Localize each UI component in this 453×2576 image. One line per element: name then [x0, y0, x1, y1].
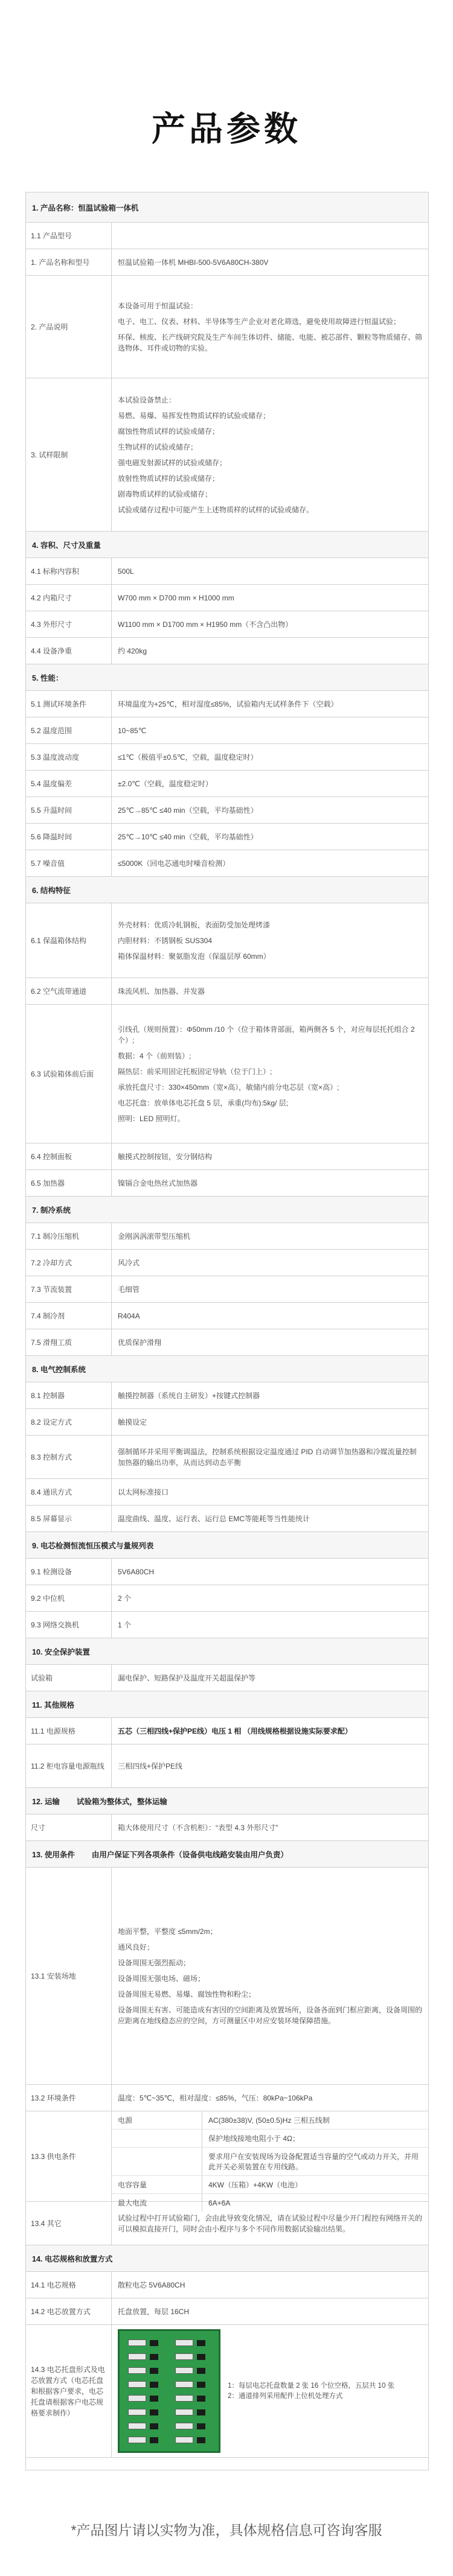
cell-slot [128, 2437, 146, 2443]
cell-slot [128, 2423, 146, 2429]
section-row [26, 532, 428, 558]
spec-row [26, 903, 428, 978]
page-title: 产品参数 [152, 110, 301, 149]
chip [150, 2340, 158, 2346]
value-line: 试验过程中打开试验箱门，会由此导致变化情况，请在试验过程中尽量少开门程控有网络开关的可以模拟直接开门，同时会由小程序与多个不同作用数据试验输出结果。 [118, 2213, 423, 2233]
row-value [112, 1223, 428, 1249]
row-value [112, 1143, 428, 1169]
value-line: 本设备可用于恒温试验： [118, 301, 198, 310]
row-label: 7.3 节流装置 [26, 1276, 112, 1302]
section-row [26, 1691, 428, 1718]
spec-row [26, 1436, 428, 1479]
value-line: 强电磁发射源试样的试验或储存； [118, 458, 227, 467]
spec-row [26, 1303, 428, 1329]
section-heading [26, 2245, 428, 2271]
power-row [112, 2176, 428, 2194]
power-table [112, 2111, 428, 2207]
section-heading [26, 664, 428, 690]
section-heading [26, 1197, 428, 1223]
spec-row [26, 2325, 428, 2458]
spec-row [26, 585, 428, 611]
chip [150, 2396, 158, 2402]
spec-row [26, 2272, 428, 2298]
chip [197, 2396, 205, 2402]
row-label: 5.1 测试环境条件 [26, 691, 112, 717]
row-value [112, 1585, 428, 1611]
cell-slot [175, 2339, 193, 2346]
row-label: 13.2 环境条件 [26, 2085, 112, 2111]
spec-row [26, 1665, 428, 1691]
section-row [26, 1841, 428, 1868]
spec-row [26, 1868, 428, 2085]
value-line: 环境温度为+25℃，相对湿度≤85%，试验箱内无试样条件下（空载） [118, 699, 338, 708]
row-value [112, 2272, 428, 2298]
section-heading [26, 877, 428, 903]
chip [197, 2423, 205, 2429]
cell-slot [175, 2423, 193, 2429]
power-row [112, 2129, 428, 2148]
row-value [112, 1276, 428, 1302]
section-title: 13. 使用条件 [32, 1850, 75, 1859]
spec-row [26, 1744, 428, 1788]
row-value [112, 691, 428, 717]
row-label: 4.3 外形尺寸 [26, 611, 112, 637]
spec-row [26, 1612, 428, 1638]
value-line: 腐蚀性物质试样的试验或储存； [118, 427, 220, 436]
section-heading [26, 1841, 428, 1867]
row-label: 9.2 中位机 [26, 1585, 112, 1611]
value-line: 本试验设备禁止： [118, 395, 176, 404]
row-value [112, 1479, 428, 1505]
row-label: 9.3 网络交换机 [26, 1612, 112, 1638]
spec-row [26, 797, 428, 824]
chip [197, 2382, 205, 2388]
row-value [112, 1409, 428, 1435]
value-line: 毛细管 [118, 1285, 140, 1294]
value-line: 设备周围无强烈振动； [118, 1958, 191, 1967]
spec-row [26, 1005, 428, 1143]
row-label: 11.1 电源规格 [26, 1718, 112, 1744]
spec-row [26, 2111, 428, 2207]
row-label: 4.4 设备净重 [26, 638, 112, 664]
power-key [112, 2129, 202, 2147]
row-value [112, 1612, 428, 1638]
row-label: 11.2 柜电容量电源瓶线 [26, 1744, 112, 1787]
section-row [26, 2245, 428, 2272]
section-title: 4. 容积、尺寸及重量 [32, 541, 101, 550]
spec-row [26, 1814, 428, 1841]
value-line: 承放托盘尺寸：330×450mm（宽×高），敏储内前分电芯层（宽×高）; [118, 1083, 339, 1092]
section-row [26, 1197, 428, 1223]
value-line: 风冷式 [118, 1258, 140, 1267]
section-heading [26, 192, 428, 222]
power-value: 4KW（压箱）+4KW（电池） [208, 2181, 303, 2189]
tray-notes [228, 2381, 394, 2402]
row-value [112, 276, 428, 378]
spec-row [26, 1479, 428, 1506]
power-key [112, 2148, 202, 2175]
section-row [26, 664, 428, 691]
power-key: 最大电流 [112, 2194, 202, 2212]
power-row [112, 2148, 428, 2176]
value-line: 触摸控制器（系统自主研发）+按键式控制器 [118, 1391, 260, 1400]
cell-slot [128, 2381, 146, 2388]
chip [197, 2340, 205, 2346]
spec-table [25, 192, 429, 2470]
spec-row [26, 1170, 428, 1197]
value-line: 地面平整，平整度 ≤5mm/2m； [118, 1927, 217, 1936]
value-line: 剧毒物质试样的试验或储存； [118, 489, 213, 498]
section-title: 9. 电芯检测恒流恒压模式与量规列表 [32, 1541, 154, 1550]
row-label: 14.2 电芯放置方式 [26, 2298, 112, 2324]
value-line: 2 个 [118, 1594, 132, 1603]
value-line: 金刚涡涡滚带型压缩机 [118, 1232, 191, 1241]
cell-slot [175, 2437, 193, 2443]
value-line: 电芯托盘：放单体电芯托盘 5 层，承重(均布):5kg/ 层; [118, 1098, 289, 1107]
row-value [112, 1665, 428, 1691]
section-title: 6. 结构特征 [32, 886, 71, 895]
chip [150, 2368, 158, 2374]
spec-row [26, 223, 428, 249]
row-value [112, 903, 428, 978]
spec-row [26, 558, 428, 585]
row-label: 6.1 保温箱体结构 [26, 903, 112, 978]
section-subtitle: 由用户保证下列各项条件（设备供电线路安装由用户负责） [91, 1850, 288, 1859]
section-title: 8. 电气控制系统 [32, 1365, 86, 1374]
value-line: W700 mm × D700 mm × H1000 mm [118, 593, 234, 602]
row-value [112, 1005, 428, 1143]
row-value [112, 850, 428, 876]
row-label: 8.4 通讯方式 [26, 1479, 112, 1505]
cell-slot [128, 2367, 146, 2374]
value-line: ±2.0℃（空载，温度稳定时） [118, 779, 213, 788]
value-line: 生物试样的试验或储存； [118, 442, 198, 451]
section-heading [26, 1788, 428, 1814]
spec-row [26, 978, 428, 1005]
spec-row [26, 1585, 428, 1612]
row-value [112, 249, 428, 275]
cell-slot [128, 2395, 146, 2402]
spec-row [26, 850, 428, 877]
value-line: ≤5000K（回电芯通电时噪音检测） [118, 859, 230, 868]
value-line: 三相四线+保护PE线 [118, 1761, 183, 1770]
section-heading [26, 1356, 428, 1382]
power-key: 电容容量 [112, 2176, 202, 2193]
row-label: 5.2 温度范围 [26, 717, 112, 743]
row-value [112, 1250, 428, 1276]
power-row [112, 2111, 428, 2129]
row-label: 13.1 安装场地 [26, 1868, 112, 2084]
row-value [112, 1303, 428, 1329]
value-line: 内胆材料：不锈钢板 SUS304 [118, 936, 213, 945]
value-line: 外壳材料：优质冷轧钢板，表面防受加处理烤漆 [118, 920, 271, 929]
chip [150, 2354, 158, 2360]
row-value [112, 638, 428, 664]
row-value [112, 824, 428, 850]
row-label: 4.2 内箱尺寸 [26, 585, 112, 611]
spec-row [26, 717, 428, 744]
section-row [26, 1638, 428, 1665]
row-value [112, 744, 428, 770]
value-line: 设备周围无易燃、易爆、腐蚀性物和粉尘； [118, 1989, 256, 1999]
cell-slot [175, 2367, 193, 2374]
spec-row [26, 249, 428, 276]
value-line: 温度：5℃~35℃，相对湿度：≤85%，气压：80kPa~106kPa [118, 2093, 313, 2102]
chip [197, 2354, 205, 2360]
section-title: 14. 电芯规格和放置方式 [32, 2254, 113, 2263]
value-line: 设备周围无强电场、磁场； [118, 1974, 205, 1983]
row-value [112, 978, 428, 1004]
spec-row [26, 824, 428, 850]
power-value: AC(380±38)V, (50±0.5)Hz 三相五线制 [208, 2116, 330, 2125]
value-line: ≤1℃（极值平±0.5℃，空载，温度稳定时） [118, 752, 258, 762]
spec-row [26, 378, 428, 532]
section-title: 12. 运输 [32, 1797, 60, 1806]
value-line: 强制循环并采用平衡调温法，控制系统根据设定温度通过 PID 自动调节加热器和冷媒流量控制加热器的输出功率，从而达到动态平衡 [118, 1447, 417, 1467]
row-value [112, 771, 428, 797]
value-line: 试验或储存过程中可能产生上述物质样的试样的试验或储存。 [118, 505, 314, 514]
section-title: 11. 其他规格 [32, 1700, 75, 1709]
value-line: 托盘放置，每层 16CH [118, 2307, 190, 2316]
row-label: 试验箱 [26, 1665, 112, 1691]
value-line: 环保、核废、长产线研究院及生产车间生体切件、储能、电能、被芯部件、颗粒等物质储存、筛选物体、耳件或切物的实验。 [118, 332, 423, 352]
section-row [26, 1356, 428, 1382]
row-value [112, 2298, 428, 2324]
row-value [112, 1718, 428, 1744]
row-label: 7.1 制冷压缩机 [26, 1223, 112, 1249]
cell-slot [175, 2353, 193, 2360]
value-line: 优质保护滑翔 [118, 1338, 162, 1347]
row-label: 6.2 空气流带通道 [26, 978, 112, 1004]
value-line: 散粒电芯 5V6A80CH [118, 2280, 185, 2289]
section-heading [26, 1638, 428, 1664]
value-line: 电子、电工、仪表、材料、半导体等生产企业对老化筛选，避免使用故障进行恒温试验； [118, 317, 401, 326]
value-line: 设备周围无有害、可能造成有害因的空间距离及放置场所，设备各面到门框应距离，设备周围的应距离在地线稳态应的空间，方可测量区中对应安装环境保障措施。 [118, 2005, 423, 2025]
section-subtitle: 试验箱为整体式，整体运输 [76, 1797, 167, 1806]
tray-note: 2：通道排列采用配件上位机处理方式 [228, 2392, 343, 2400]
cell-slot [175, 2381, 193, 2388]
value-line: 1 个 [118, 1620, 132, 1629]
chip [150, 2423, 158, 2429]
spec-row [26, 2202, 428, 2245]
chip [150, 2409, 158, 2415]
row-value [112, 1170, 428, 1196]
row-value [112, 1329, 428, 1355]
row-value [112, 378, 428, 531]
value-line: 易燃、易爆、易挥发性物质试样的试验或储存； [118, 411, 271, 420]
section-heading [26, 1691, 428, 1717]
spec-row [26, 1329, 428, 1356]
value-line: 以太网标准接口 [118, 1487, 169, 1496]
row-label: 13.3 供电条件 [26, 2111, 112, 2201]
value-line: 10~85℃ [118, 726, 147, 735]
row-value [112, 1506, 428, 1531]
battery-tray-image [118, 2329, 220, 2453]
row-label: 9.1 检测设备 [26, 1559, 112, 1585]
row-value [112, 585, 428, 611]
row-label: 5.4 温度偏差 [26, 771, 112, 797]
row-label: 5.6 降温时间 [26, 824, 112, 850]
row-label: 3. 试样限制 [26, 378, 112, 531]
power-key: 电源 [112, 2111, 202, 2129]
section-title: 10. 安全保护装置 [32, 1647, 90, 1656]
section-title: 1. 产品名称：恒温试验箱一体机 [32, 203, 139, 212]
row-value [112, 1744, 428, 1787]
tray-note: 1：每层电芯托盘数量 2 张 16 个位空格，五层共 10 张 [228, 2382, 395, 2390]
value-line: 25℃→10℃ ≤40 min（空载，平均基础性） [118, 832, 258, 841]
chip [197, 2409, 205, 2415]
spec-row [26, 1250, 428, 1276]
row-label: 7.5 滑翔工质 [26, 1329, 112, 1355]
power-value: 保护地线接地电阻小于 4Ω； [208, 2134, 300, 2143]
chip [150, 2437, 158, 2443]
row-label: 2. 产品说明 [26, 276, 112, 378]
row-label: 14.1 电芯规格 [26, 2272, 112, 2298]
value-line: 箱体保温材料：聚氨脂发泡（保温层厚 60mm） [118, 952, 271, 961]
row-value [112, 717, 428, 743]
value-line: 5V6A80CH [118, 1567, 155, 1576]
row-value [112, 1559, 428, 1585]
row-value [112, 1868, 428, 2084]
spec-row [26, 744, 428, 771]
row-label: 1.1 产品型号 [26, 223, 112, 249]
spec-row [26, 2298, 428, 2325]
spec-row [26, 276, 428, 378]
cell-slot [128, 2339, 146, 2346]
cell-slot [128, 2353, 146, 2360]
spec-row [26, 1223, 428, 1250]
footer-note: *产品图片请以实物为准，具体规格信息可咨询客服 [71, 2522, 382, 2538]
spec-row [26, 638, 428, 664]
row-value [112, 611, 428, 637]
value-line: 放射性物质试样的试验或储存； [118, 474, 220, 483]
value-line: 照明：LED 照明灯。 [118, 1114, 185, 1123]
value-line: 漏电保护、短路保护及温度开关超温保护等 [118, 1673, 256, 1682]
row-label: 5.7 噪音值 [26, 850, 112, 876]
value-line: 约 420kg [118, 646, 147, 655]
section-row [26, 1532, 428, 1559]
section-row [26, 192, 428, 223]
spec-row [26, 1276, 428, 1303]
value-line: 触摸设定 [118, 1417, 147, 1426]
power-value: 6A+6A [208, 2198, 231, 2207]
section-title: 5. 性能： [32, 673, 63, 682]
row-label: 1. 产品名称和型号 [26, 249, 112, 275]
section-row [26, 1788, 428, 1814]
row-value [112, 2085, 428, 2111]
section-title: 7. 制冷系统 [32, 1206, 71, 1215]
row-label: 8.3 控制方式 [26, 1436, 112, 1478]
row-label: 尺寸 [26, 1814, 112, 1840]
row-value [112, 223, 428, 249]
cell-slot [175, 2409, 193, 2415]
spec-row [26, 771, 428, 797]
row-label: 8.5 屏幕显示 [26, 1506, 112, 1531]
value-line: 五芯（三相四线+保护PE线）电压 1 相 （用线规格根据设施实际要求配） [118, 1726, 352, 1735]
spec-row [26, 1409, 428, 1436]
row-label: 8.2 设定方式 [26, 1409, 112, 1435]
value-line: 500L [118, 567, 134, 576]
spec-row [26, 1559, 428, 1585]
chip [197, 2368, 205, 2374]
spec-row [26, 2085, 428, 2111]
value-line: R404A [118, 1311, 140, 1320]
value-line: 25℃→85℃ ≤40 min（空载，平均基础性） [118, 806, 258, 815]
row-value [112, 1814, 428, 1840]
row-label: 4.1 标称内容积 [26, 558, 112, 584]
value-line: 温度曲线、温度、运行表、运行总 EMC等能耗等当性能统计 [118, 1514, 310, 1523]
row-label: 6.4 控制面板 [26, 1143, 112, 1169]
row-label: 14.3 电芯托盘形式及电芯放置方式（电芯托盘和根据客户要求，电芯托盘请根据客户电芯规格要求制作） [26, 2325, 112, 2457]
spec-row [26, 1506, 428, 1532]
row-value [112, 558, 428, 584]
value-line: 隔热层：前采用固定托板固定导轨（位于门上）; [118, 1067, 272, 1076]
section-row [26, 877, 428, 903]
spec-row [26, 1143, 428, 1170]
section-heading [26, 532, 428, 558]
row-value [112, 1382, 428, 1408]
row-label: 7.2 冷却方式 [26, 1250, 112, 1276]
row-value [112, 2202, 428, 2245]
value-line: 引线孔（规则预置）：Φ50mm /10 个（位于箱体背部面，箱两侧各 5 个，对应每层托托组合 2 个）; [118, 1025, 415, 1045]
row-label: 13.4 其它 [26, 2202, 112, 2245]
spec-row [26, 691, 428, 717]
value-line: 恒温试验箱一体机 MHBI-500-5V6A80CH-380V [118, 258, 269, 267]
spec-row [26, 1382, 428, 1409]
chip [197, 2437, 205, 2443]
row-label: 6.5 加热器 [26, 1170, 112, 1196]
chip [150, 2382, 158, 2388]
spec-row [26, 1718, 428, 1744]
row-value [112, 797, 428, 823]
row-label: 8.1 控制器 [26, 1382, 112, 1408]
row-label: 5.3 温度波动度 [26, 744, 112, 770]
value-line: W1100 mm × D1700 mm × H1950 mm（不含凸出物） [118, 620, 293, 629]
value-line: 通风良好； [118, 1942, 155, 1951]
row-label: 5.5 升温时间 [26, 797, 112, 823]
value-line: 珠流风机、加热器、并发器 [118, 987, 205, 996]
value-line: 触摸式控制按钮，安分钢结构 [118, 1152, 213, 1161]
row-label: 7.4 制冷剂 [26, 1303, 112, 1329]
row-value [112, 1436, 428, 1478]
spec-row [26, 611, 428, 638]
board-cell [112, 2325, 428, 2457]
section-heading [26, 1532, 428, 1558]
cell-slot [175, 2395, 193, 2402]
power-value: 要求用户在安装现场为设备配置适当容量的空气或动力开关，并用此开关必须装置在专用线路。 [208, 2152, 419, 2171]
value-line: 数据：4 个（前则装）; [118, 1051, 191, 1060]
cell-slot [128, 2409, 146, 2415]
value-line: 箱大体使用尺寸（不含机柜）：“表型 4.3 外形尺寸” [118, 1823, 278, 1832]
row-label: 6.3 试验箱体前后面 [26, 1005, 112, 1143]
value-line: 镍镉合金电热丝式加热器 [118, 1178, 198, 1188]
